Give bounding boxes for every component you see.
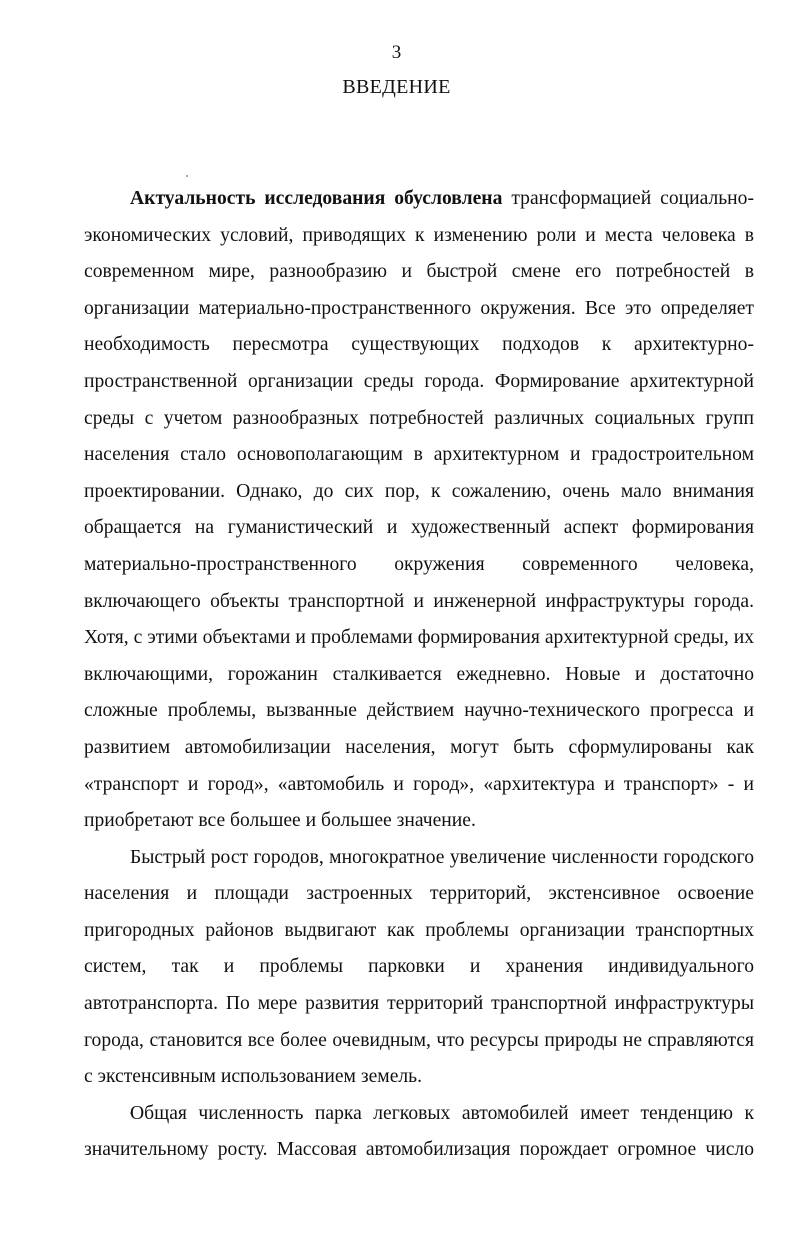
paragraph-line: сложные проблемы, вызванные действием научно-технического прогресса и (84, 700, 754, 722)
paragraph-line: обращается на гуманистический и художественный аспект формирования (84, 517, 754, 539)
paragraph-line: Быстрый рост городов, многократное увеличение численности городского (130, 846, 754, 868)
paragraph-line: Общая численность парка легковых автомобилей имеет тенденцию к (130, 1102, 754, 1124)
paragraph-line: включающего объекты транспортной и инженерной инфраструктуры города. (84, 590, 754, 612)
paragraph-line: Хотя, с этими объектами и проблемами формирования архитектурной среды, их (84, 627, 754, 649)
paragraph-line: пригородных районов выдвигают как проблемы организации транспортных (84, 919, 754, 941)
body-text (84, 181, 754, 1169)
paragraph-line: систем, так и проблемы парковки и хранения индивидуального (84, 956, 754, 978)
paragraph-line: развитием автомобилизации населения, могут быть сформулированы как (84, 736, 754, 758)
paragraph-line: населения и площади застроенных территорий, экстенсивное освоение (84, 883, 754, 905)
paragraph-line: современном мире, разнообразию и быстрой смене его потребностей в (84, 261, 754, 283)
paragraph-line: населения стало основополагающим в архитектурном и градостроительном (84, 444, 754, 466)
paragraph-line: включающими, горожанин сталкивается ежедневно. Новые и достаточно (84, 663, 754, 685)
scan-speck (186, 175, 188, 177)
section-heading: ВВЕДЕНИЕ (342, 76, 451, 98)
paragraph-line: Актуальность исследования обусловлена трансформацией социально- (130, 188, 754, 209)
bold-lead-phrase: Актуальность исследования обусловлена (130, 188, 503, 209)
paragraph-line: значительному росту. Массовая автомобилизация порождает огромное число (84, 1139, 754, 1161)
paragraph-line: среды с учетом разнообразных потребностей различных социальных групп (84, 407, 754, 429)
paragraph-line: пространственной организации среды города. Формирование архитектурной (84, 370, 754, 392)
paragraph-line: города, становится все более очевидным, что ресурсы природы не справляются (84, 1029, 754, 1051)
paragraph-line: материально-пространственного окружения современного человека, (84, 553, 754, 575)
paragraph-line: организации материально-пространственного окружения. Все это определяет (84, 297, 754, 319)
paragraph-line: необходимость пересмотра существующих подходов к архитектурно- (84, 334, 754, 356)
paragraph-line: автотранспорта. По мере развития территорий транспортной инфраструктуры (84, 993, 754, 1015)
paragraph-line: проектировании. Однако, до сих пор, к сожалению, очень мало внимания (84, 480, 754, 502)
paragraph-line: «транспорт и город», «автомобиль и город», «архитектура и транспорт» - и (84, 773, 754, 795)
page-number: 3 (391, 42, 402, 63)
paragraph-line: с экстенсивным использованием земель. (84, 1066, 423, 1088)
paragraph-line: экономических условий, приводящих к изменению роли и места человека в (84, 224, 754, 246)
paragraph-line: приобретают все большее и большее значение. (84, 810, 476, 832)
